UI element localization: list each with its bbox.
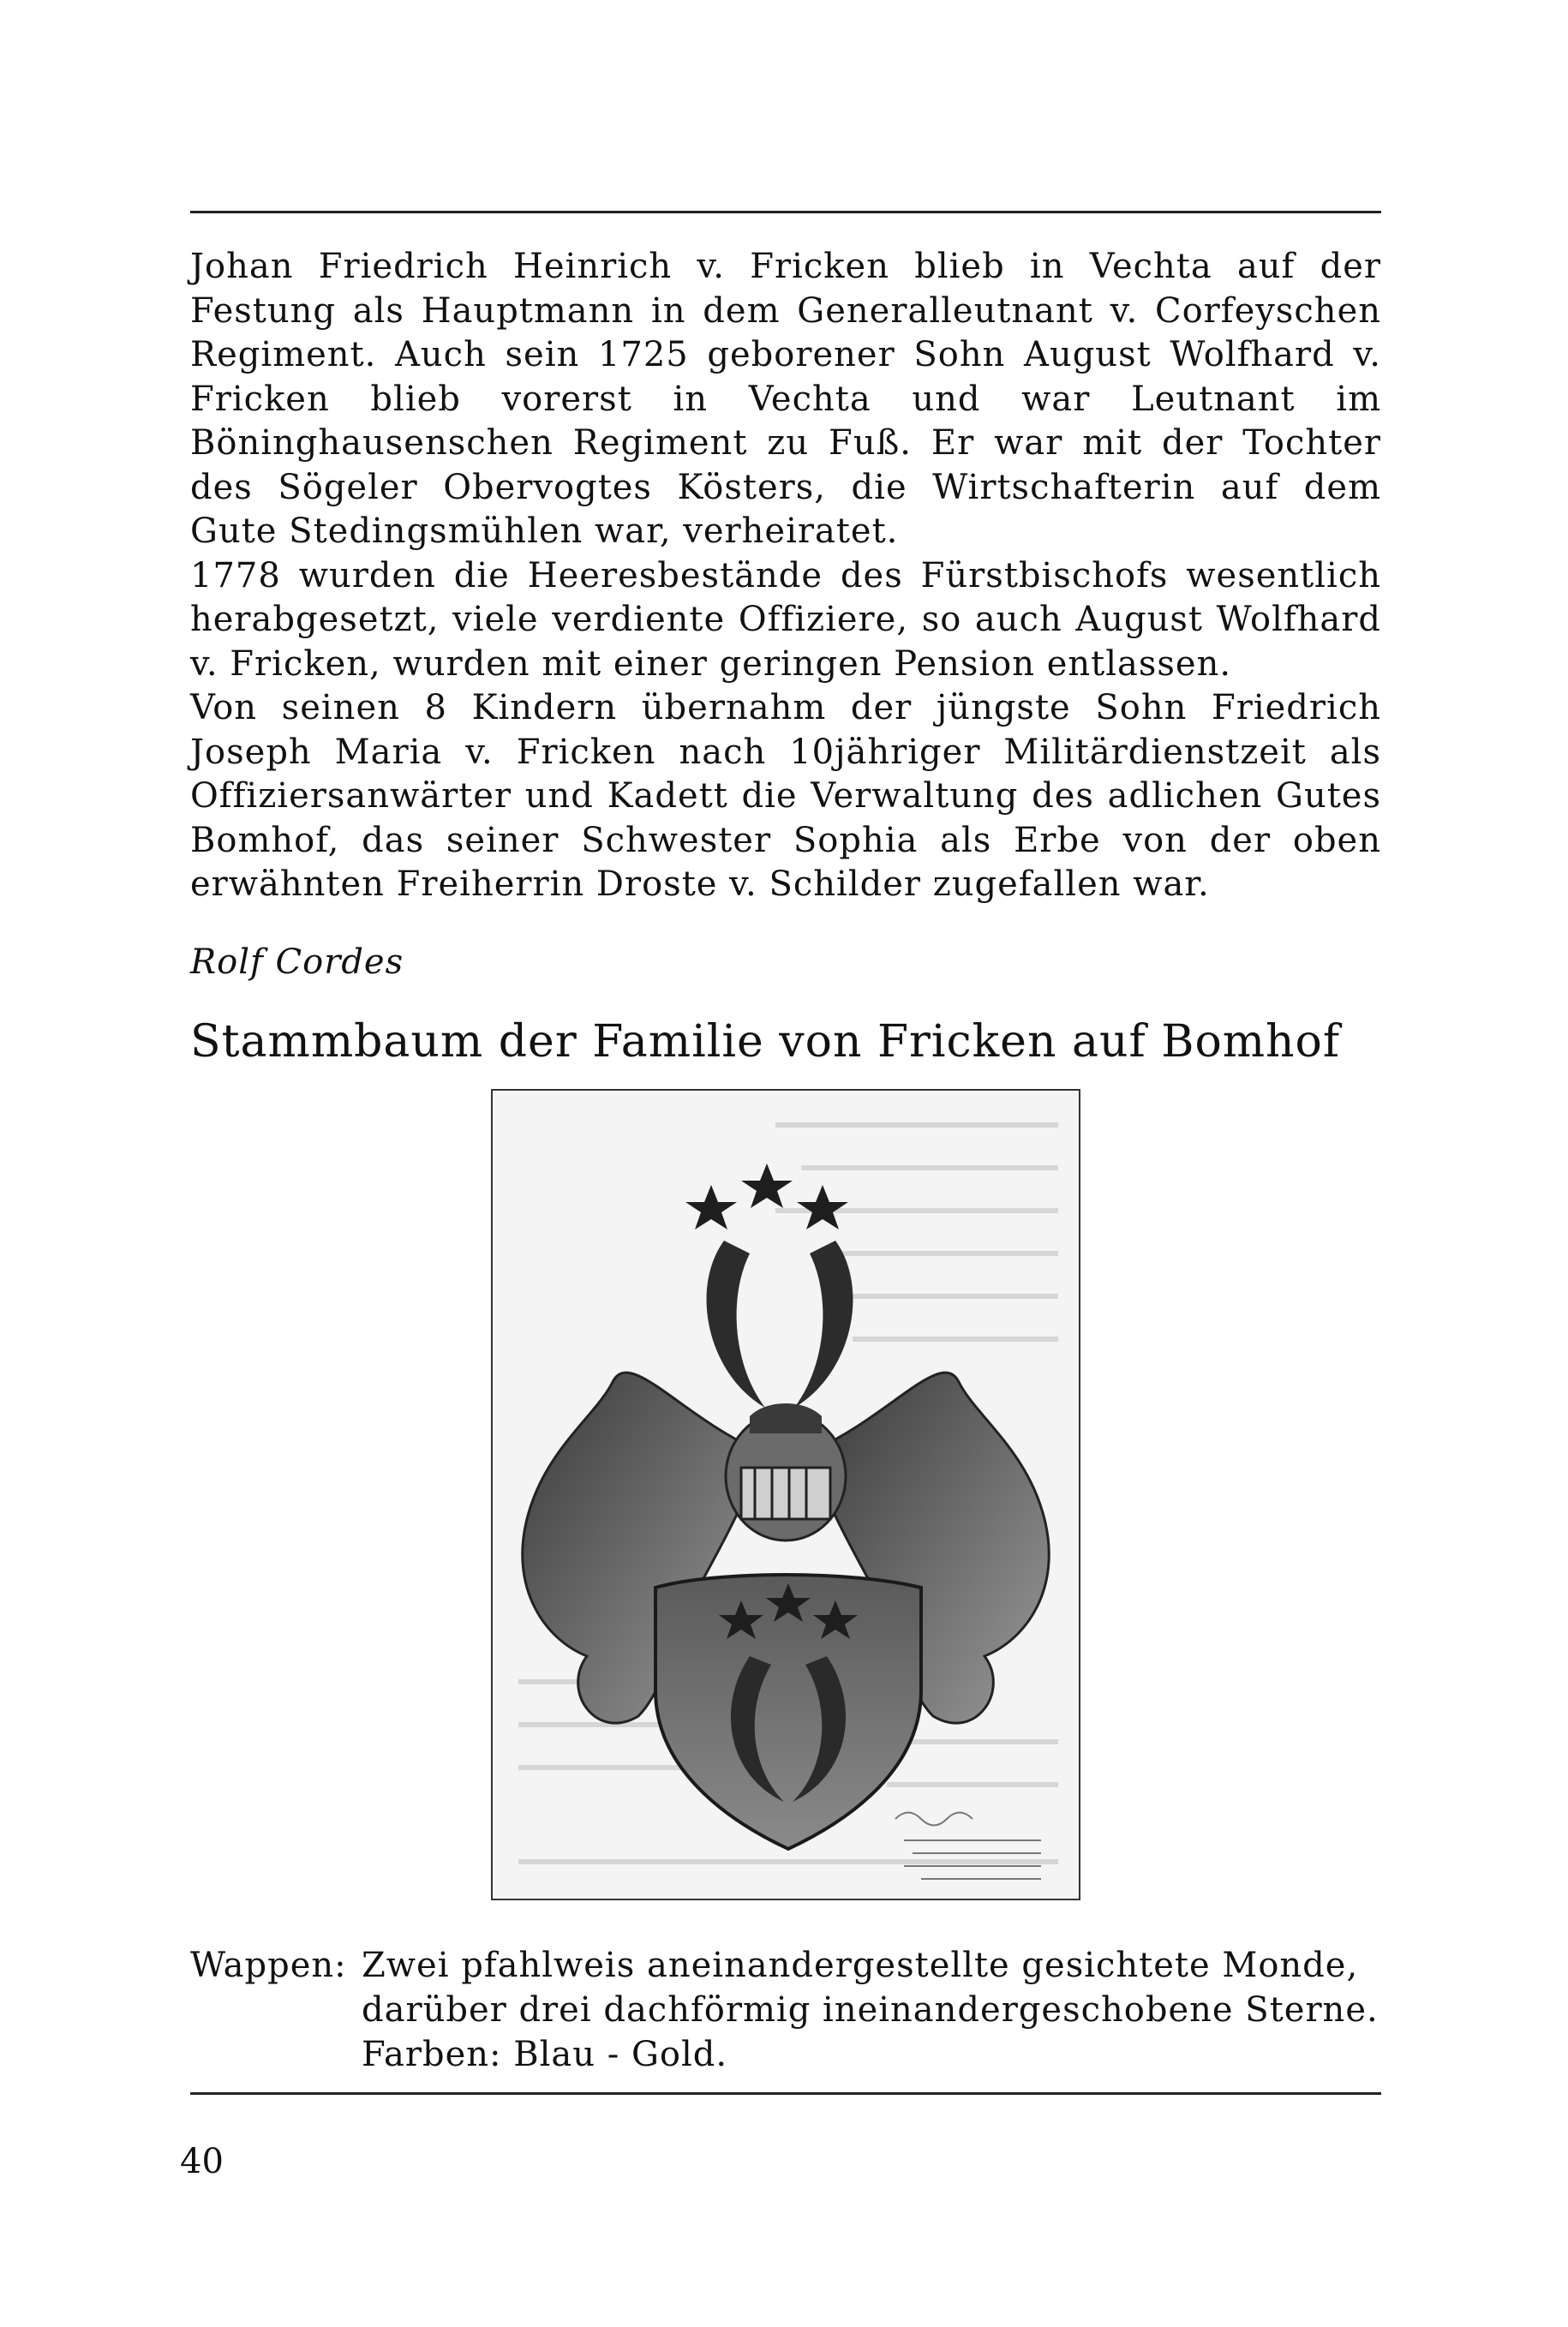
section-heading: Stammbaum der Familie von Fricken auf Bomhof [190, 1016, 1341, 1068]
bottom-rule [190, 2092, 1381, 2095]
artist-signature [895, 1813, 1041, 1880]
shield [655, 1575, 921, 1849]
body-text [190, 245, 1381, 907]
helmet [726, 1403, 846, 1540]
crest-stars [685, 1164, 848, 1229]
paragraph-1: Johan Friedrich Heinrich v. Fricken blieb in Vechta auf der Festung als Hauptmann in dem Generalleutnant v. Corfeyschen Regiment. Auch sein 1725 geborener Sohn August Wolfhard v. Fricken blieb vorerst in Vechta und war Leutnant im Böninghausenschen Regiment zu Fuß. Er war mit der Tochter des Sögeler Obervogtes Kösters, die Wirtschafterin auf dem Gute Stedingsmühlen war, verheiratet. [190, 247, 1381, 551]
caption-label: Wappen: [190, 1946, 347, 1985]
caption-text [362, 1943, 1381, 2077]
caption-line-1: Zwei pfahlweis aneinandergestellte gesichtete Monde, [362, 1946, 1359, 1985]
paragraph-3: Von seinen 8 Kindern übernahm der jüngste Sohn Friedrich Joseph Maria v. Fricken nach 10jähriger Militärdienstzeit als Offiziersanwärter und Kadett die Verwaltung des adlichen Gutes Bomhof, das seiner Schwester Sophia als Erbe von der oben erwähnten Freiherrin Droste v. Schilder zugefallen war. [190, 688, 1381, 904]
crest-moons [707, 1241, 853, 1408]
coat-of-arms-image [491, 1089, 1080, 1900]
top-rule [190, 211, 1381, 213]
author-name: Rolf Cordes [190, 942, 404, 982]
paragraph-2: 1778 wurden die Heeresbestände des Fürstbischofs wesentlich herabgesetzt, viele verdiente Offiziere, so auch August Wolfhard v. Fricken, wurden mit einer geringen Pension entlassen. [190, 555, 1381, 684]
page-number: 40 [180, 2142, 224, 2181]
caption-line-2: darüber drei dachförmig ineinandergeschobene Sterne. [362, 1990, 1379, 2030]
coat-of-arms-illustration [493, 1091, 1079, 1899]
caption-line-3: Farben: Blau - Gold. [362, 2035, 728, 2074]
